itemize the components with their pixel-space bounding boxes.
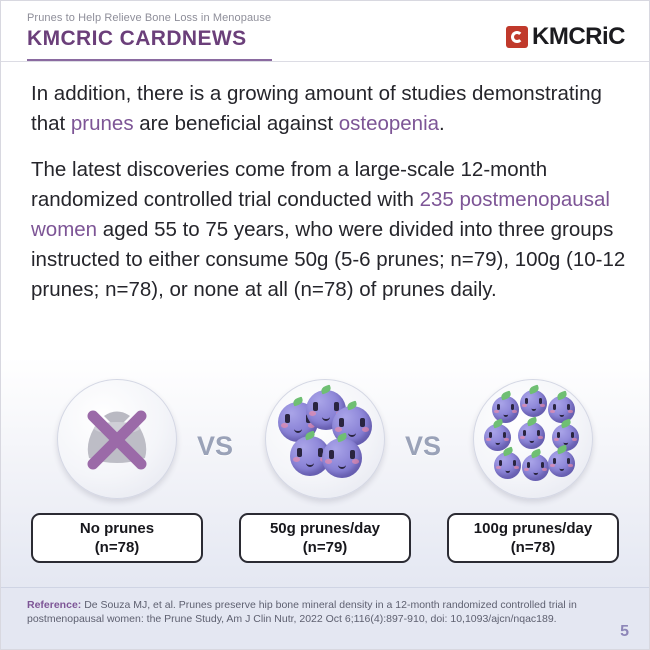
comparison-group-no-prunes xyxy=(29,379,205,563)
logo-text: KMCRiC xyxy=(532,23,625,50)
p1-highlight-osteopenia: osteopenia xyxy=(338,112,440,135)
dish-50g-prunes xyxy=(265,379,385,499)
plum-icon xyxy=(322,438,362,478)
label-box-50g xyxy=(239,513,411,563)
paragraph-2 xyxy=(31,155,626,305)
plum-icon xyxy=(520,390,547,417)
kmcric-circle-mark-icon xyxy=(506,26,528,48)
label-100g-line1: 100g prunes/day xyxy=(473,520,593,537)
p2-part2: aged 55 to 75 years, who were divided into three groups instructed to either consume 50g (5-6 prunes; n=79), 100g (10-12 prunes; n=78), or none at all (n=78) of prunes daily. xyxy=(31,218,626,301)
dish-no-prunes xyxy=(57,379,177,499)
p1-part2: are beneficial against xyxy=(133,112,339,135)
comparison-group-100g xyxy=(445,379,621,563)
header-divider xyxy=(1,61,650,62)
reference-citation: De Souza MJ, et al. Prunes preserve hip bone mineral density in a 12-month randomized controlled trial in postmenopausal women: the Prune Study, Am J Clin Nutr, 2022 Oct 6;116(4):897-910, doi: 10,1093/ajcn/nqac189. xyxy=(27,599,577,625)
plum-icon xyxy=(492,396,519,423)
label-50g-line1: 50g prunes/day xyxy=(269,520,381,537)
p1-part1: In addition, there is a growing amount of studies demonstrating that xyxy=(31,82,602,135)
plum-icon xyxy=(548,396,575,423)
label-100g-line2: (n=78) xyxy=(510,539,556,556)
header-eyebrow: Prunes to Help Relieve Bone Loss in Menopause xyxy=(27,12,272,24)
p2-highlight-participants: 235 postmenopausal women xyxy=(31,188,610,241)
label-no-prunes-line2: (n=78) xyxy=(94,539,140,556)
kmcric-logo xyxy=(506,23,625,51)
plum-icon xyxy=(548,450,575,477)
reference-label: Reference: xyxy=(27,599,82,611)
p1-highlight-prunes: prunes xyxy=(70,112,134,135)
plum-icon xyxy=(494,452,521,479)
plum-icon xyxy=(518,422,545,449)
crossed-out-prune-bag-icon xyxy=(74,396,160,482)
label-no-prunes-line1: No prunes xyxy=(79,520,155,537)
paragraph-1 xyxy=(31,79,626,139)
vs-label-1: VS xyxy=(197,431,234,461)
comparison-group-50g xyxy=(237,379,413,563)
plum-icon xyxy=(522,454,549,481)
label-box-no-prunes xyxy=(31,513,203,563)
page-title: KMCRIC CARDNEWS xyxy=(27,27,247,50)
comparison-row xyxy=(1,379,649,569)
page-number: 5 xyxy=(620,623,629,640)
p2-part1: The latest discoveries come from a large-scale 12-month randomized controlled trial conducted with xyxy=(31,158,548,211)
vs-label-2: VS xyxy=(405,431,442,461)
footer xyxy=(1,587,649,649)
body-copy xyxy=(31,79,626,321)
dish-100g-prunes xyxy=(473,379,593,499)
label-box-100g xyxy=(447,513,619,563)
reference-text xyxy=(27,598,587,626)
p1-part3: . xyxy=(439,112,445,135)
label-50g-line2: (n=79) xyxy=(302,539,348,556)
